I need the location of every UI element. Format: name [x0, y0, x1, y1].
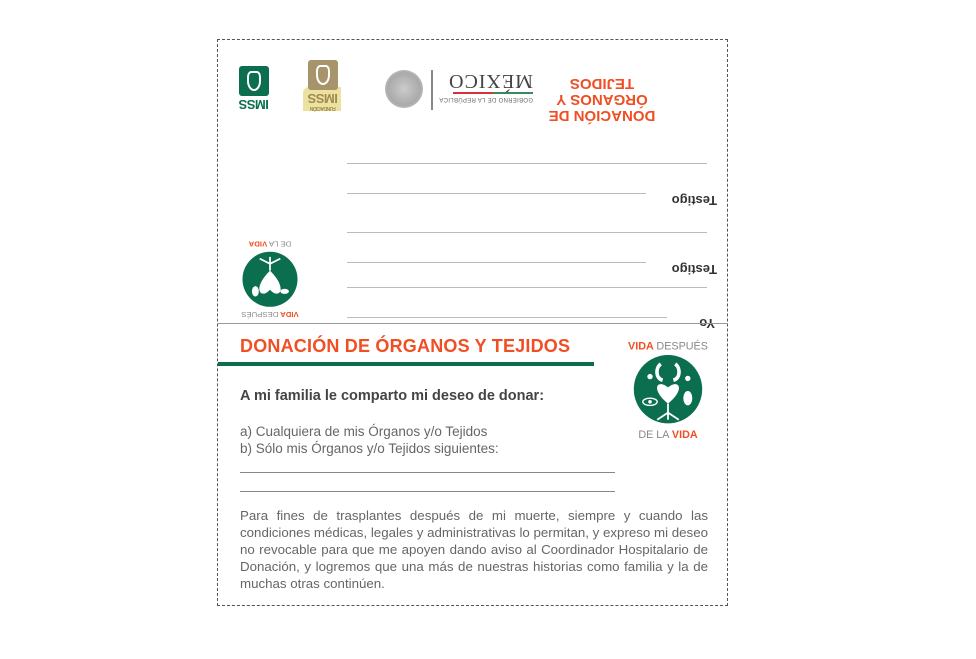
card-subtitle: A mi familia le comparto mi deseo de donar:: [240, 388, 545, 404]
fundacion-imss-text: IMSS: [308, 91, 338, 106]
organs-fill-line-2[interactable]: [240, 491, 615, 492]
svg-text:VIDA DESPUÉS: VIDA DESPUÉS: [628, 340, 708, 353]
gov-big-text: MÉXICO: [448, 70, 533, 92]
top-title: [527, 75, 677, 123]
svg-text:DE LA VIDA: DE LA VIDA: [638, 428, 698, 441]
consent-paragraph: Para fines de trasplantes después de mi muerte, siempre y cuando las condiciones médicas, legales y administrativas lo permitan, y expreso mi deseo no revocable para que me apoyen dando aviso al Coordinador Hospitalario de Donación, y logremos que una más de nuestras historias como familia y la de muchas otras continúen.: [240, 508, 708, 591]
card-title: DONACIÓN DE ÓRGANOS Y TEJIDOS: [240, 336, 571, 356]
gov-divider: [431, 70, 433, 110]
gobierno-mexico-logo: [381, 61, 541, 116]
fold-line: [218, 323, 727, 324]
signature-line: [347, 287, 707, 288]
title-underline: [218, 362, 594, 366]
card-top-section-rotated: [218, 40, 727, 331]
organs-fill-line-1[interactable]: [240, 472, 615, 473]
signature-line: [347, 232, 707, 233]
testigo-2-label: Testigo: [671, 262, 717, 277]
gov-flag-line: [453, 92, 533, 94]
national-seal-icon: [385, 70, 423, 108]
imss-logo: [236, 65, 272, 111]
imss-emblem-icon: [239, 66, 269, 96]
signature-line: [347, 163, 707, 164]
svg-text:VIDA DESPUÉS: VIDA DESPUÉS: [241, 309, 299, 319]
testigo-1-label: Testigo: [671, 193, 717, 208]
option-b[interactable]: b) Sólo mis Órganos y/o Tejidos siguientes:: [240, 441, 499, 456]
top-title-line2: ÓRGANOS Y TEJIDOS: [556, 75, 648, 108]
fundacion-small-text: FUNDACIÓN: [310, 105, 336, 111]
fundacion-imss-logo: [305, 65, 341, 111]
yo-label: Yo: [699, 316, 715, 331]
testigo-2-line[interactable]: [347, 262, 646, 263]
vida-despues-de-la-vida-emblem-icon: [227, 231, 313, 331]
svg-text:DE LA VIDA: DE LA VIDA: [248, 239, 292, 249]
vida-despues-de-la-vida-emblem-icon: [623, 336, 713, 446]
donor-card: [217, 39, 728, 606]
gov-small-text: GOBIERNO DE LA REPÚBLICA: [439, 96, 533, 102]
testigo-1-line[interactable]: [347, 193, 646, 194]
imss-text: IMSS: [239, 97, 269, 112]
yo-line[interactable]: [347, 317, 667, 318]
top-title-line1: DONACIÓN DE: [548, 107, 656, 124]
imss-emblem-icon: [308, 60, 338, 90]
option-a[interactable]: a) Cualquiera de mis Órganos y/o Tejidos: [240, 424, 488, 439]
